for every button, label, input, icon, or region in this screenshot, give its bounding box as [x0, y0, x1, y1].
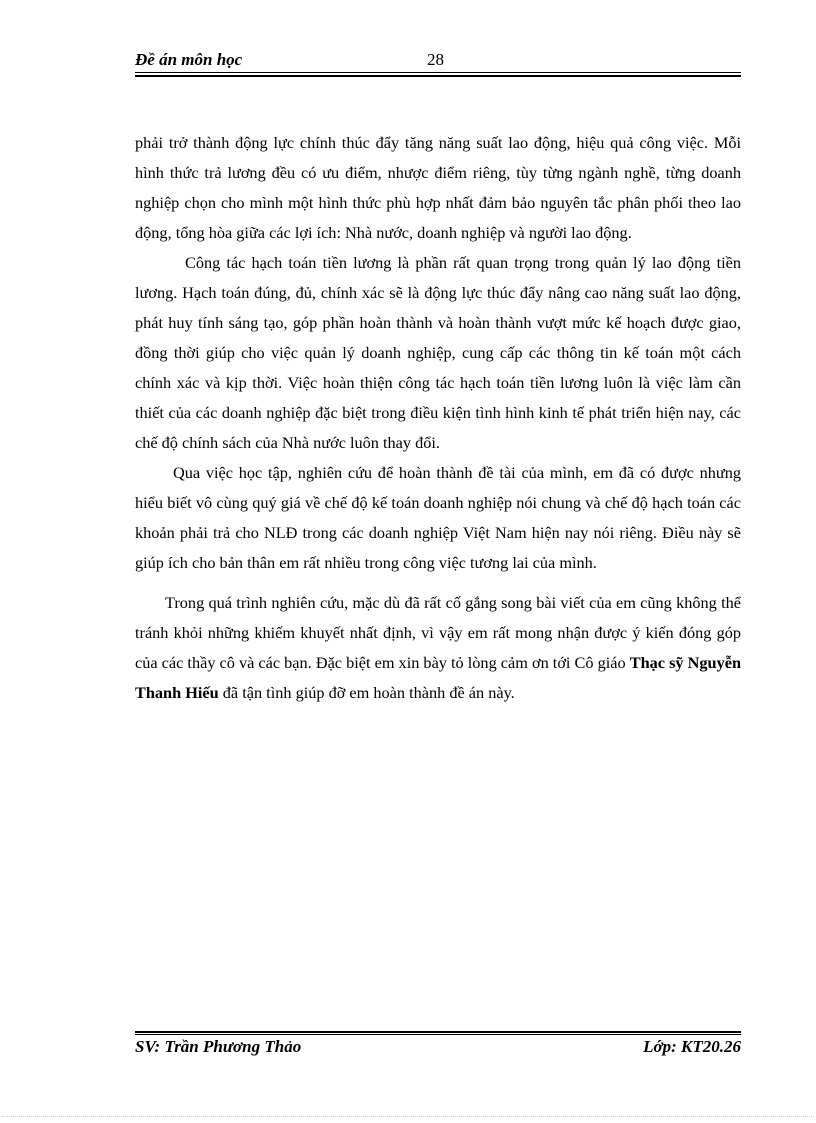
paragraph-2: Công tác hạch toán tiền lương là phần rất quan trọng trong quản lý lao động tiền lương. Hạch toán đúng, đủ, chính xác sẽ là động lực thúc đẩy nâng cao năng suất lao động, phát huy tính sáng tạo, góp phần hoàn thành và hoàn thành vượt mức kế hoạch được giao, đồng thời giúp cho việc quản lý doanh nghiệp, cung cấp các thông tin kế toán một cách chính xác và kịp thời. Việc hoàn thiện công tác hạch toán tiền lương luôn là việc làm cần thiết của các doanh nghiệp đặc biệt trong điều kiện tình hình kinh tế phát triển hiện nay, các chế độ chính sách của Nhà nước luôn thay đổi.	[135, 253, 741, 452]
page-number: 28	[427, 50, 444, 69]
page-border-line	[2, 1116, 814, 1117]
paragraph-1: phải trở thành động lực chính thúc đẩy tăng năng suất lao động, hiệu quả công việc. Mỗi hình thức trả lương đều có ưu điểm, nhược điểm riêng, tùy từng ngành nghề, từng doanh nghiệp chọn cho mình một hình thức phù hợp nhất đảm bảo nguyên tắc phân phối theo lao động, tổng hòa giữa các lợi ích: Nhà nước, doanh nghiệp và người lao động.	[135, 133, 741, 242]
footer-rule-thin	[135, 1034, 741, 1035]
header-rule-thin	[135, 72, 741, 73]
footer-student: SV: Trần Phương Thảo	[135, 1037, 302, 1056]
paragraph-3: Qua việc học tập, nghiên cứu để hoàn thành đề tài của mình, em đã có được nhưng hiểu biết vô cùng quý giá về chế độ kế toán doanh nghiệp nói chung và chế độ hạch toán các khoản phải trả cho NLĐ trong các doanh nghiệp Việt Nam hiện nay nói riêng. Điều này sẽ giúp ích cho bản thân em rất nhiều trong công việc tương lai của mình.	[135, 463, 741, 572]
body-text	[135, 128, 741, 708]
paragraph-4	[135, 588, 741, 708]
page-footer	[135, 1037, 741, 1067]
header-rule-thick	[135, 75, 741, 77]
header-title: Đề án môn học	[135, 50, 243, 69]
advisor-name: Thạc sỹ Nguyễn Thanh Hiếu	[135, 653, 742, 702]
paragraph-4-text-end: đã tận tình giúp đỡ em hoàn thành đề án này.	[218, 683, 515, 702]
footer-class: Lớp: KT20.26	[643, 1037, 741, 1056]
page-header	[135, 46, 741, 72]
paragraph-4-text-start: Trong quá trình nghiên cứu, mặc dù đã rất cố gắng song bài viết của em cũng không thể tránh khỏi những khiếm khuyết nhất định, vì vậy em rất mong nhận được ý kiến đóng góp của các thầy cô và các bạn. Đặc biệt em xin bày tỏ lòng cảm ơn tới Cô giáo	[135, 593, 741, 672]
footer-rule-thick	[135, 1031, 741, 1033]
